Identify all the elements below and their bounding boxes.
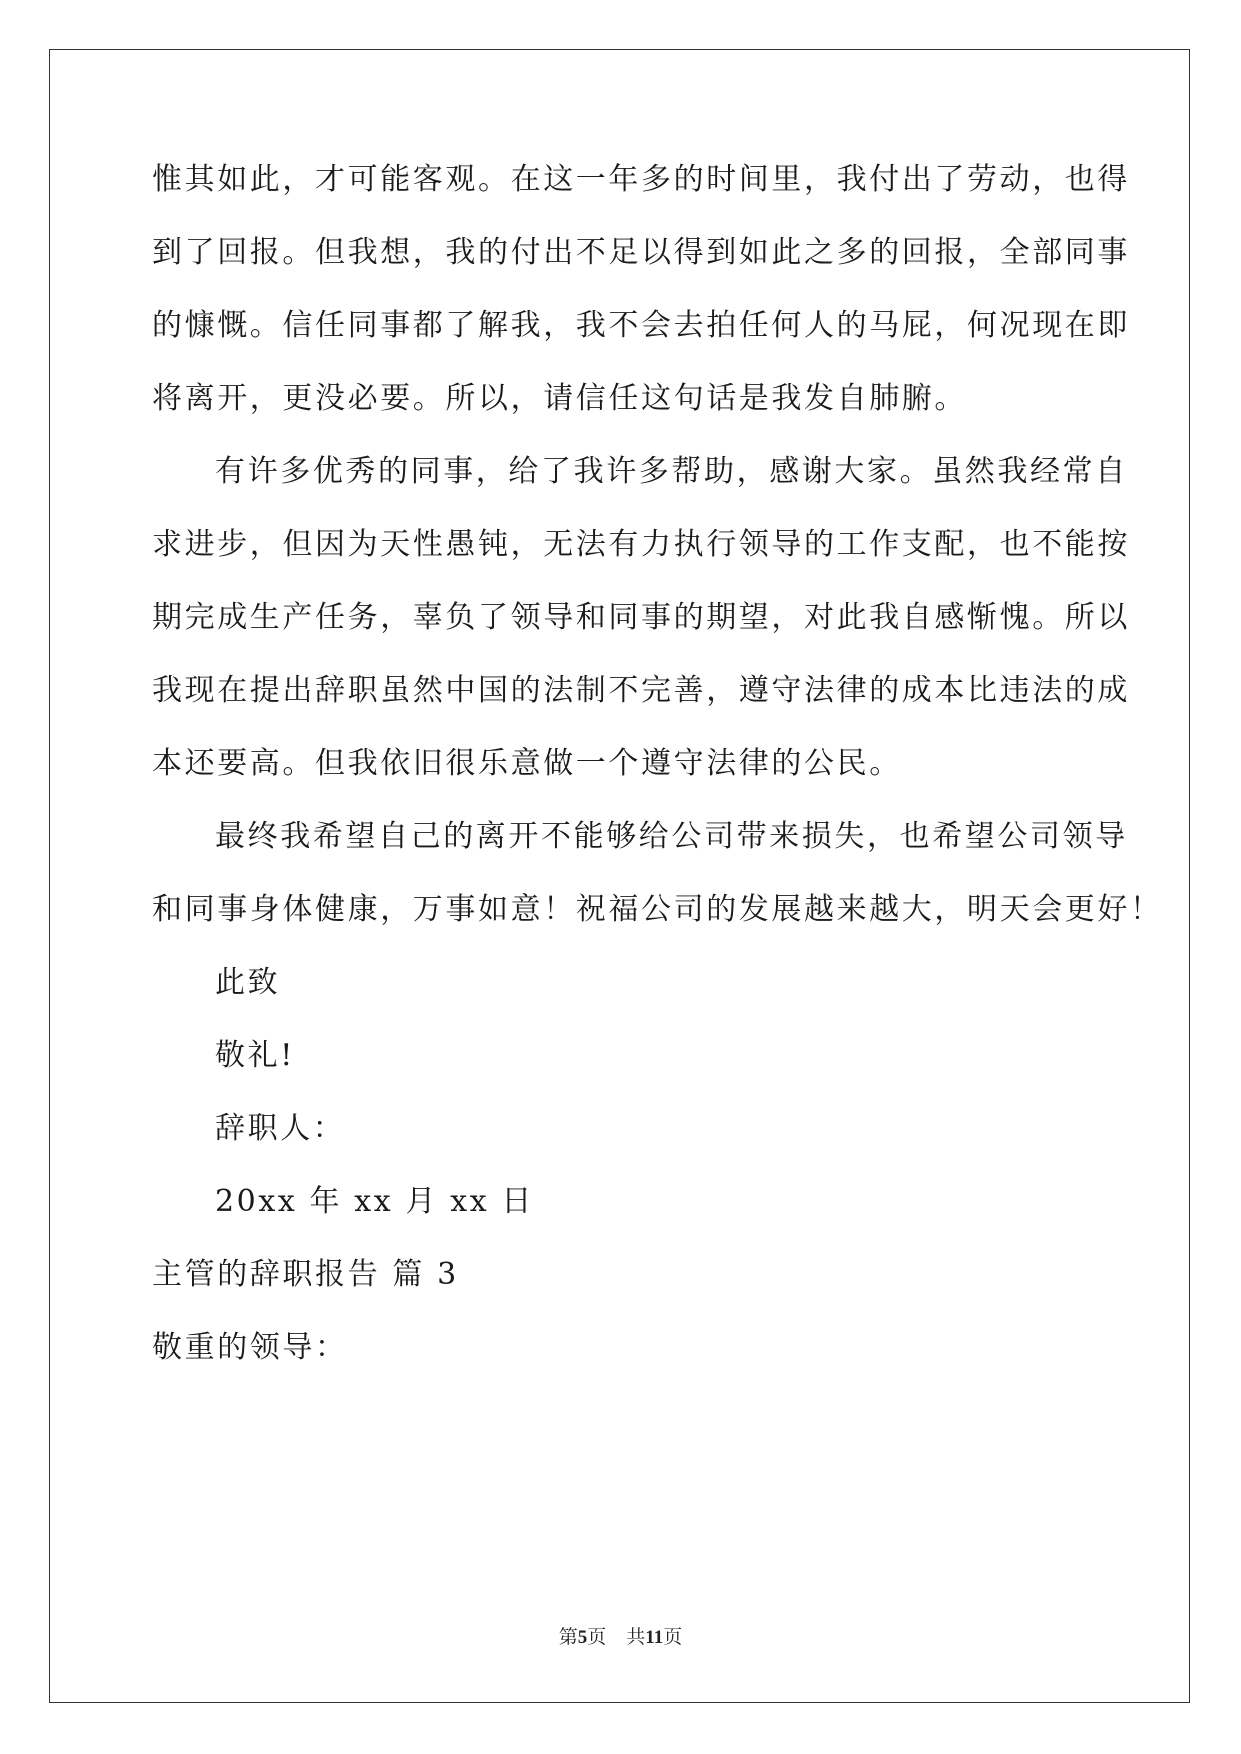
paragraph-line: 求进步，但因为天性愚钝，无法有力执行领导的工作支配，也不能按	[152, 527, 1130, 562]
footer-total-suffix: 页	[663, 1627, 683, 1648]
paragraph-line: 到了回报。但我想，我的付出不足以得到如此之多的回报，全部同事	[152, 235, 1130, 270]
paragraph-line: 本还要高。但我依旧很乐意做一个遵守法律的公民。	[152, 746, 902, 781]
paragraph-line: 期完成生产任务，辜负了领导和同事的期望，对此我自感惭愧。所以	[152, 600, 1130, 635]
paragraph-line: 的慷慨。信任同事都了解我，我不会去拍任何人的马屁，何况现在即	[152, 308, 1130, 343]
page-footer	[0, 1622, 1241, 1649]
footer-total-pages: 11	[645, 1627, 664, 1648]
footer-page-number: 5	[577, 1627, 588, 1648]
footer-total-prefix: 共	[626, 1627, 646, 1648]
paragraph-line: 我现在提出辞职虽然中国的法制不完善，遵守法律的成本比违法的成	[152, 673, 1130, 708]
paragraph-line: 和同事身体健康，万事如意！祝福公司的发展越来越大，明天会更好！	[152, 892, 1163, 927]
footer-page-prefix: 第	[558, 1627, 578, 1648]
closing-regards: 敬礼!	[215, 1038, 295, 1073]
closing-salutation: 此致	[215, 965, 281, 1000]
footer-page-suffix: 页	[587, 1627, 607, 1648]
paragraph-line: 最终我希望自己的离开不能够给公司带来损失，也希望公司领导	[215, 819, 1128, 854]
letter-greeting: 敬重的领导：	[152, 1330, 348, 1365]
paragraph-line: 有许多优秀的同事，给了我许多帮助，感谢大家。虽然我经常自	[215, 454, 1128, 489]
section-heading: 主管的辞职报告 篇 3	[152, 1257, 459, 1292]
signer-label: 辞职人：	[215, 1111, 346, 1146]
signature-date: 20xx 年 xx 月 xx 日	[215, 1184, 534, 1219]
page-border	[49, 49, 1190, 1703]
paragraph-line: 将离开，更没必要。所以，请信任这句话是我发自肺腑。	[152, 381, 967, 416]
paragraph-line: 惟其如此，才可能客观。在这一年多的时间里，我付出了劳动，也得	[152, 162, 1130, 197]
